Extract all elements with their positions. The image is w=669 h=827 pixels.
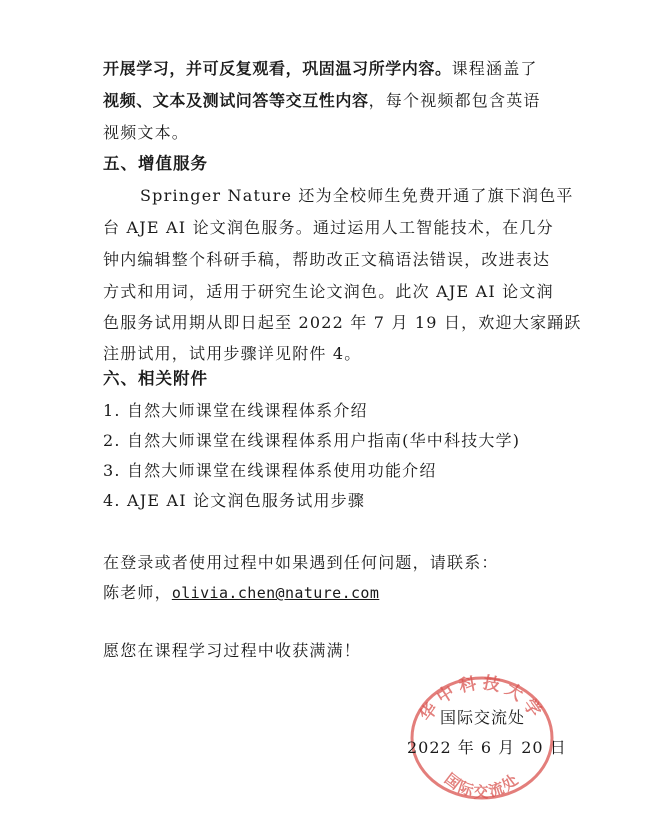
body-text: ，每个视频都包含英语	[368, 91, 541, 110]
paragraph-line: 色服务试用期从即日起至 2022 年 7 月 19 日，欢迎大家踊跃	[103, 313, 582, 332]
attachment-item: 3. 自然大师课堂在线课程体系使用功能介绍	[103, 461, 437, 480]
paragraph-line: 台 AJE AI 论文润色服务。通过运用人工智能技术，在几分	[103, 218, 554, 237]
paragraph-line: 钟内编辑整个科研手稿，帮助改正文稿语法错误，改进表达	[103, 250, 551, 269]
closing-line: 愿您在课程学习过程中收获满满！	[103, 641, 362, 660]
contact-line	[103, 581, 379, 605]
attachment-item: 4. AJE AI 论文润色服务试用步骤	[103, 491, 366, 510]
seal-top-text: 华中科技大学	[416, 673, 548, 725]
paragraph-line	[103, 89, 541, 113]
email-link[interactable]: olivia.chen@nature.com	[171, 584, 380, 602]
contact-name: 陈老师，	[103, 583, 172, 602]
signature-org: 国际交流处	[440, 708, 526, 727]
paragraph-line: 注册试用，试用步骤详见附件 4。	[103, 344, 362, 363]
paragraph-line: 视频文本。	[103, 123, 190, 142]
signature-date: 2022 年 6 月 20 日	[407, 738, 567, 757]
paragraph-line: 方式和用词，适用于研究生论文润色。此次 AJE AI 论文润	[103, 282, 554, 301]
bold-text: 视频、文本及测试问答等交互性内容	[103, 91, 369, 110]
attachment-item: 2. 自然大师课堂在线课程体系用户指南(华中科技大学)	[103, 431, 521, 450]
paragraph-line	[103, 57, 538, 81]
seal-bottom-text: 国际交流处	[441, 769, 523, 801]
bold-text: 开展学习，并可反复观看，巩固温习所学内容。	[103, 59, 452, 78]
section-heading-6: 六、相关附件	[103, 369, 208, 388]
body-text: 课程涵盖了	[451, 59, 538, 78]
attachment-item: 1. 自然大师课堂在线课程体系介绍	[103, 401, 368, 420]
svg-text:国际交流处	[441, 770, 523, 801]
section-heading-5: 五、增值服务	[103, 154, 208, 173]
contact-line: 在登录或者使用过程中如果遇到任何问题，请联系：	[103, 553, 499, 572]
paragraph-line: Springer Nature 还为全校师生免费开通了旗下润色平	[140, 186, 574, 205]
